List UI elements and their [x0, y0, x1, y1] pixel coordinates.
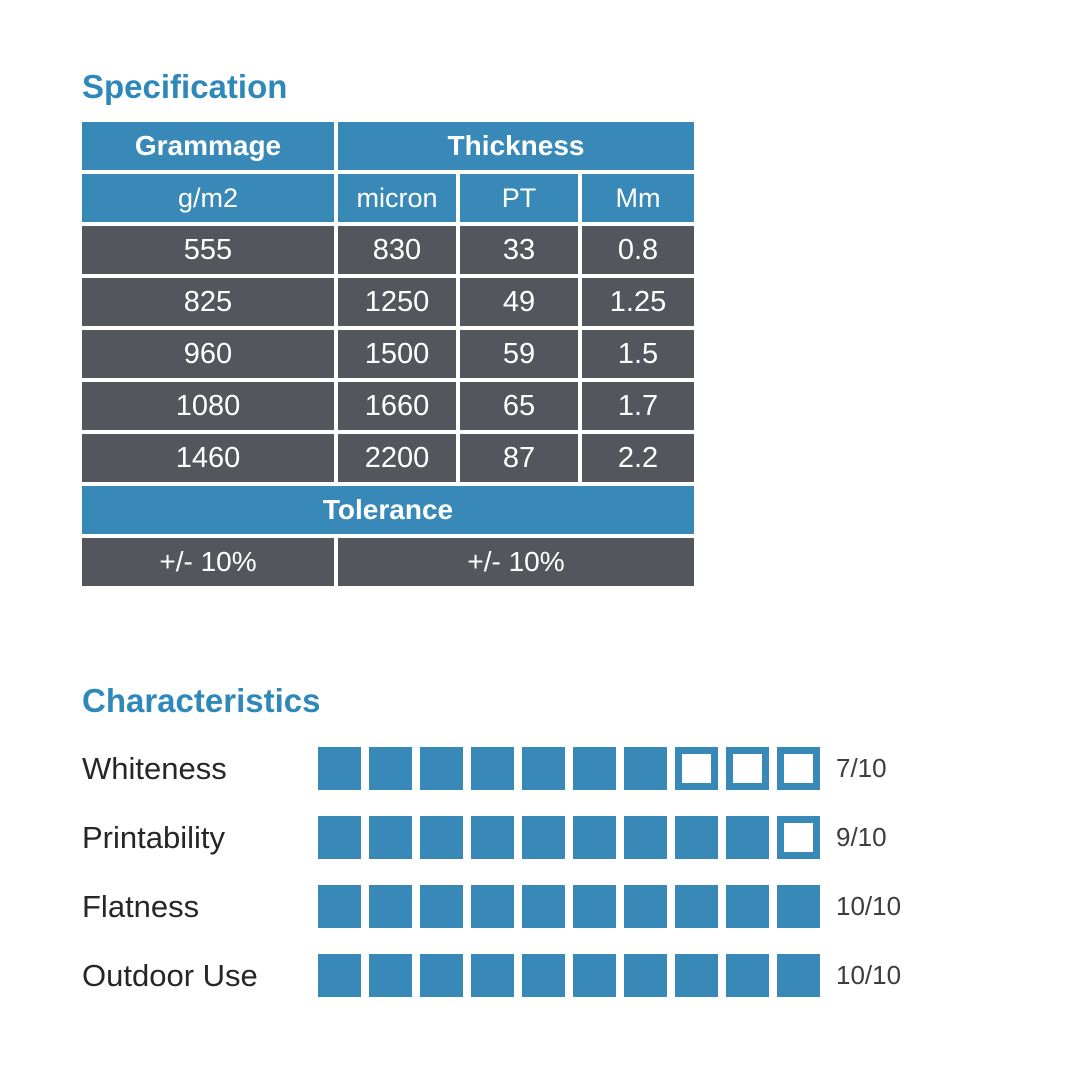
table-cell-r5-c3: 87 [460, 434, 578, 482]
characteristic-label: Whiteness [82, 750, 227, 786]
rating-squares [318, 816, 820, 859]
rating-square-filled [522, 747, 565, 790]
characteristic-row [82, 954, 901, 997]
table-cell-r1-c1: 555 [82, 226, 334, 274]
column-header-cell-mm: Mm [582, 174, 694, 222]
rating-square-filled [522, 885, 565, 928]
rating-square-filled [471, 885, 514, 928]
characteristics-title: Characteristics [82, 682, 321, 719]
rating-square-filled [573, 747, 616, 790]
rating-square-filled [726, 885, 769, 928]
rating-square-filled [369, 954, 412, 997]
table-cell-r4-c1: 1080 [82, 382, 334, 430]
characteristic-label: Outdoor Use [82, 957, 258, 993]
rating-square-filled [420, 954, 463, 997]
rating-square-empty [726, 747, 769, 790]
characteristic-row [82, 816, 901, 859]
table-cell-r3-c4: 1.5 [582, 330, 694, 378]
rating-square-filled [369, 747, 412, 790]
rating-square-filled [624, 954, 667, 997]
rating-square-filled [318, 747, 361, 790]
rating-square-filled [573, 885, 616, 928]
specification-title: Specification [82, 68, 288, 105]
characteristic-row [82, 747, 901, 790]
table-cell-r1-c2: 830 [338, 226, 456, 274]
rating-square-filled [369, 816, 412, 859]
rating-square-filled [675, 885, 718, 928]
rating-square-filled [420, 816, 463, 859]
characteristic-label: Flatness [82, 888, 200, 924]
rating-square-filled [471, 747, 514, 790]
characteristics-list [82, 747, 901, 1023]
rating-square-filled [471, 954, 514, 997]
rating-square-filled [624, 747, 667, 790]
header-cell-thickness: Thickness [338, 122, 694, 170]
rating-square-filled [675, 816, 718, 859]
rating-squares [318, 885, 820, 928]
characteristic-row [82, 885, 901, 928]
tolerance-value-grammage: +/- 10% [82, 538, 334, 586]
header-cell-grammage: Grammage [82, 122, 334, 170]
rating-square-filled [777, 954, 820, 997]
rating-squares [318, 954, 820, 997]
tolerance-header-cell: Tolerance [82, 486, 694, 534]
rating-square-filled [726, 954, 769, 997]
rating-square-filled [522, 954, 565, 997]
table-cell-r3-c3: 59 [460, 330, 578, 378]
rating-square-filled [675, 954, 718, 997]
table-cell-r5-c2: 2200 [338, 434, 456, 482]
column-header-cell-g-m2: g/m2 [82, 174, 334, 222]
table-cell-r1-c3: 33 [460, 226, 578, 274]
table-cell-r2-c4: 1.25 [582, 278, 694, 326]
rating-square-filled [420, 885, 463, 928]
column-header-cell-micron: micron [338, 174, 456, 222]
column-header-cell-pt: PT [460, 174, 578, 222]
rating-square-filled [369, 885, 412, 928]
rating-value: 10/10 [836, 891, 902, 921]
rating-square-empty [777, 816, 820, 859]
table-cell-r3-c2: 1500 [338, 330, 456, 378]
rating-square-filled [318, 816, 361, 859]
table-cell-r4-c3: 65 [460, 382, 578, 430]
table-cell-r4-c4: 1.7 [582, 382, 694, 430]
rating-square-filled [420, 747, 463, 790]
table-cell-r5-c1: 1460 [82, 434, 334, 482]
table-cell-r5-c4: 2.2 [582, 434, 694, 482]
rating-square-filled [471, 816, 514, 859]
table-cell-r2-c2: 1250 [338, 278, 456, 326]
table-cell-r2-c3: 49 [460, 278, 578, 326]
rating-square-empty [675, 747, 718, 790]
specification-table [82, 122, 694, 586]
rating-value: 10/10 [836, 960, 902, 990]
rating-value: 9/10 [836, 822, 887, 852]
table-cell-r4-c2: 1660 [338, 382, 456, 430]
rating-square-empty [777, 747, 820, 790]
rating-square-filled [726, 816, 769, 859]
rating-square-filled [318, 954, 361, 997]
table-cell-r3-c1: 960 [82, 330, 334, 378]
rating-square-filled [573, 816, 616, 859]
table-cell-r1-c4: 0.8 [582, 226, 694, 274]
tolerance-value-thickness: +/- 10% [338, 538, 694, 586]
rating-square-filled [522, 816, 565, 859]
table-cell-r2-c1: 825 [82, 278, 334, 326]
rating-value: 7/10 [836, 753, 887, 783]
rating-square-filled [318, 885, 361, 928]
rating-square-filled [573, 954, 616, 997]
rating-square-filled [777, 885, 820, 928]
rating-squares [318, 747, 820, 790]
rating-square-filled [624, 816, 667, 859]
rating-square-filled [624, 885, 667, 928]
characteristic-label: Printability [82, 819, 225, 855]
